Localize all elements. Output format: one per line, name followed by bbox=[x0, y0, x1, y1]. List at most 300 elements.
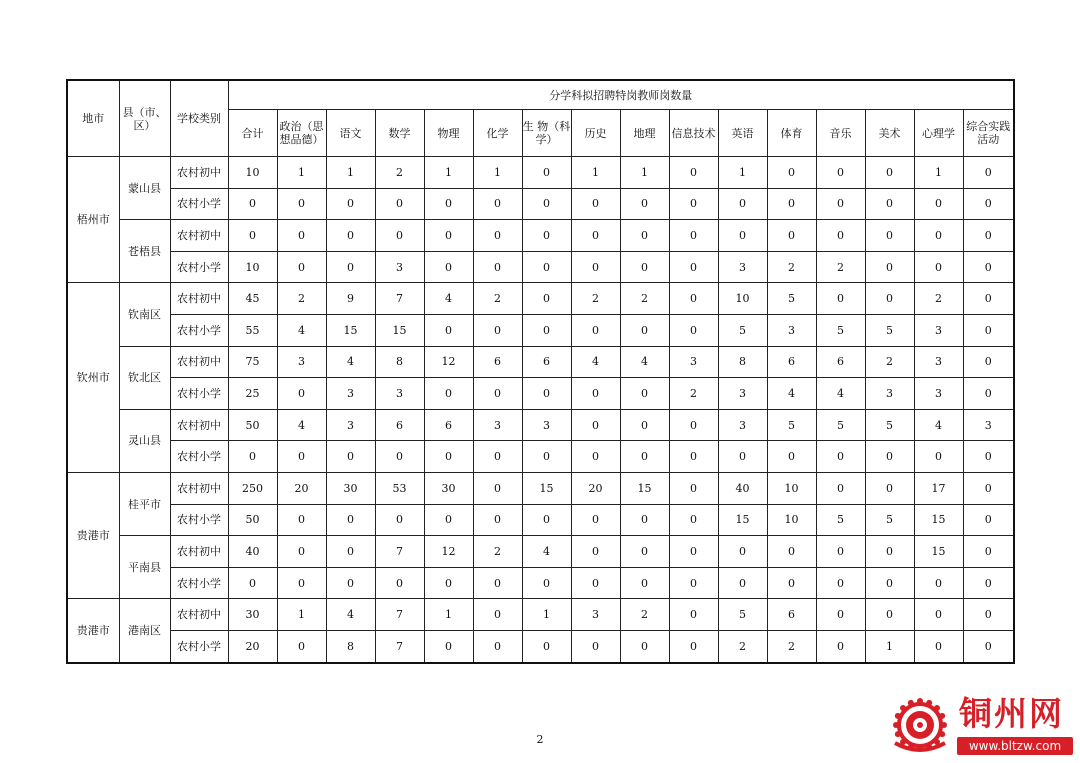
header-subject: 物理 bbox=[424, 110, 473, 157]
value-cell: 3 bbox=[914, 314, 963, 346]
value-cell: 0 bbox=[620, 504, 669, 536]
value-cell: 7 bbox=[375, 536, 424, 568]
value-cell: 0 bbox=[669, 283, 718, 315]
value-cell: 45 bbox=[228, 283, 277, 315]
county-cell: 灵山县 bbox=[119, 409, 170, 472]
table-row bbox=[67, 599, 1014, 631]
value-cell: 2 bbox=[767, 630, 816, 662]
value-cell: 3 bbox=[718, 251, 767, 283]
value-cell: 0 bbox=[277, 441, 326, 473]
value-cell: 15 bbox=[914, 504, 963, 536]
value-cell: 0 bbox=[424, 314, 473, 346]
value-cell: 0 bbox=[571, 251, 620, 283]
value-cell: 0 bbox=[767, 441, 816, 473]
value-cell: 0 bbox=[669, 472, 718, 504]
value-cell: 30 bbox=[228, 599, 277, 631]
value-cell: 0 bbox=[718, 188, 767, 220]
value-cell: 0 bbox=[816, 630, 865, 662]
value-cell: 0 bbox=[424, 567, 473, 599]
value-cell: 0 bbox=[669, 409, 718, 441]
value-cell: 17 bbox=[914, 472, 963, 504]
value-cell: 6 bbox=[767, 599, 816, 631]
value-cell: 0 bbox=[963, 504, 1014, 536]
value-cell: 12 bbox=[424, 346, 473, 378]
value-cell: 20 bbox=[571, 472, 620, 504]
value-cell: 0 bbox=[473, 567, 522, 599]
value-cell: 4 bbox=[914, 409, 963, 441]
value-cell: 0 bbox=[620, 314, 669, 346]
value-cell: 0 bbox=[424, 188, 473, 220]
value-cell: 0 bbox=[473, 472, 522, 504]
value-cell: 0 bbox=[718, 441, 767, 473]
value-cell: 0 bbox=[669, 630, 718, 662]
value-cell: 0 bbox=[424, 378, 473, 410]
value-cell: 0 bbox=[914, 599, 963, 631]
value-cell: 0 bbox=[326, 504, 375, 536]
school-type-cell: 农村小学 bbox=[170, 630, 228, 662]
region-cell: 贵港市 bbox=[67, 472, 119, 598]
header-subject: 综合实践活动 bbox=[963, 110, 1014, 157]
value-cell: 0 bbox=[424, 251, 473, 283]
value-cell: 4 bbox=[326, 346, 375, 378]
school-type-cell: 农村小学 bbox=[170, 567, 228, 599]
value-cell: 1 bbox=[914, 157, 963, 189]
header-school-type: 学校类别 bbox=[170, 80, 228, 157]
value-cell: 0 bbox=[865, 188, 914, 220]
value-cell: 0 bbox=[914, 251, 963, 283]
value-cell: 0 bbox=[865, 220, 914, 252]
table-row bbox=[67, 378, 1014, 410]
value-cell: 0 bbox=[473, 314, 522, 346]
value-cell: 1 bbox=[718, 157, 767, 189]
value-cell: 6 bbox=[473, 346, 522, 378]
table-header bbox=[67, 80, 1014, 157]
value-cell: 0 bbox=[669, 441, 718, 473]
value-cell: 0 bbox=[963, 567, 1014, 599]
value-cell: 3 bbox=[669, 346, 718, 378]
value-cell: 1 bbox=[326, 157, 375, 189]
header-region: 地市 bbox=[67, 80, 119, 157]
value-cell: 0 bbox=[326, 567, 375, 599]
value-cell: 25 bbox=[228, 378, 277, 410]
value-cell: 3 bbox=[767, 314, 816, 346]
value-cell: 4 bbox=[326, 599, 375, 631]
value-cell: 1 bbox=[620, 157, 669, 189]
value-cell: 8 bbox=[326, 630, 375, 662]
value-cell: 5 bbox=[816, 314, 865, 346]
header-subject: 英语 bbox=[718, 110, 767, 157]
header-subject: 合计 bbox=[228, 110, 277, 157]
table-body bbox=[67, 157, 1014, 663]
county-cell: 钦北区 bbox=[119, 346, 170, 409]
county-cell: 苍梧县 bbox=[119, 220, 170, 283]
value-cell: 0 bbox=[522, 441, 571, 473]
value-cell: 1 bbox=[424, 157, 473, 189]
value-cell: 7 bbox=[375, 283, 424, 315]
value-cell: 0 bbox=[522, 567, 571, 599]
value-cell: 2 bbox=[277, 283, 326, 315]
value-cell: 0 bbox=[669, 314, 718, 346]
value-cell: 1 bbox=[865, 630, 914, 662]
value-cell: 0 bbox=[963, 157, 1014, 189]
school-type-cell: 农村小学 bbox=[170, 314, 228, 346]
value-cell: 0 bbox=[620, 220, 669, 252]
value-cell: 0 bbox=[473, 441, 522, 473]
value-cell: 20 bbox=[277, 472, 326, 504]
value-cell: 3 bbox=[718, 378, 767, 410]
value-cell: 0 bbox=[228, 567, 277, 599]
value-cell: 4 bbox=[522, 536, 571, 568]
header-subject: 政治（思想品德） bbox=[277, 110, 326, 157]
value-cell: 0 bbox=[424, 441, 473, 473]
value-cell: 0 bbox=[326, 220, 375, 252]
value-cell: 5 bbox=[816, 504, 865, 536]
value-cell: 15 bbox=[718, 504, 767, 536]
value-cell: 0 bbox=[669, 251, 718, 283]
value-cell: 0 bbox=[375, 504, 424, 536]
value-cell: 0 bbox=[571, 314, 620, 346]
value-cell: 1 bbox=[571, 157, 620, 189]
value-cell: 0 bbox=[767, 220, 816, 252]
value-cell: 0 bbox=[914, 567, 963, 599]
value-cell: 9 bbox=[326, 283, 375, 315]
value-cell: 0 bbox=[865, 441, 914, 473]
school-type-cell: 农村小学 bbox=[170, 378, 228, 410]
value-cell: 0 bbox=[522, 188, 571, 220]
value-cell: 5 bbox=[865, 504, 914, 536]
value-cell: 0 bbox=[669, 188, 718, 220]
value-cell: 1 bbox=[277, 599, 326, 631]
value-cell: 4 bbox=[277, 314, 326, 346]
table-row bbox=[67, 251, 1014, 283]
value-cell: 50 bbox=[228, 409, 277, 441]
value-cell: 0 bbox=[914, 441, 963, 473]
value-cell: 0 bbox=[424, 630, 473, 662]
value-cell: 0 bbox=[277, 251, 326, 283]
school-type-cell: 农村小学 bbox=[170, 504, 228, 536]
value-cell: 1 bbox=[424, 599, 473, 631]
value-cell: 0 bbox=[669, 599, 718, 631]
value-cell: 0 bbox=[522, 504, 571, 536]
value-cell: 2 bbox=[620, 283, 669, 315]
header-subject: 语文 bbox=[326, 110, 375, 157]
value-cell: 3 bbox=[326, 378, 375, 410]
value-cell: 0 bbox=[963, 251, 1014, 283]
value-cell: 0 bbox=[669, 567, 718, 599]
value-cell: 8 bbox=[375, 346, 424, 378]
header-subject: 体育 bbox=[767, 110, 816, 157]
table-row bbox=[67, 157, 1014, 189]
value-cell: 0 bbox=[571, 441, 620, 473]
value-cell: 0 bbox=[865, 283, 914, 315]
value-cell: 0 bbox=[865, 472, 914, 504]
header-county: 县（市、区） bbox=[119, 80, 170, 157]
value-cell: 0 bbox=[620, 188, 669, 220]
value-cell: 0 bbox=[522, 220, 571, 252]
school-type-cell: 农村小学 bbox=[170, 188, 228, 220]
value-cell: 1 bbox=[473, 157, 522, 189]
header-subject: 历史 bbox=[571, 110, 620, 157]
value-cell: 0 bbox=[963, 472, 1014, 504]
value-cell: 0 bbox=[571, 630, 620, 662]
value-cell: 0 bbox=[963, 314, 1014, 346]
value-cell: 0 bbox=[473, 220, 522, 252]
header-subject: 音乐 bbox=[816, 110, 865, 157]
value-cell: 3 bbox=[914, 378, 963, 410]
value-cell: 0 bbox=[718, 220, 767, 252]
value-cell: 6 bbox=[424, 409, 473, 441]
value-cell: 0 bbox=[277, 188, 326, 220]
value-cell: 75 bbox=[228, 346, 277, 378]
value-cell: 2 bbox=[473, 536, 522, 568]
header-subject: 美术 bbox=[865, 110, 914, 157]
value-cell: 0 bbox=[473, 599, 522, 631]
value-cell: 0 bbox=[816, 472, 865, 504]
value-cell: 3 bbox=[914, 346, 963, 378]
county-cell: 蒙山县 bbox=[119, 157, 170, 220]
value-cell: 0 bbox=[620, 251, 669, 283]
table-row bbox=[67, 630, 1014, 662]
value-cell: 0 bbox=[277, 378, 326, 410]
county-cell: 平南县 bbox=[119, 536, 170, 599]
value-cell: 0 bbox=[277, 220, 326, 252]
value-cell: 10 bbox=[228, 251, 277, 283]
value-cell: 20 bbox=[228, 630, 277, 662]
value-cell: 0 bbox=[522, 630, 571, 662]
value-cell: 0 bbox=[865, 567, 914, 599]
value-cell: 0 bbox=[277, 567, 326, 599]
value-cell: 3 bbox=[375, 251, 424, 283]
site-watermark bbox=[889, 693, 1079, 759]
value-cell: 2 bbox=[669, 378, 718, 410]
school-type-cell: 农村初中 bbox=[170, 409, 228, 441]
value-cell: 0 bbox=[522, 251, 571, 283]
value-cell: 250 bbox=[228, 472, 277, 504]
value-cell: 0 bbox=[914, 220, 963, 252]
value-cell: 0 bbox=[375, 441, 424, 473]
value-cell: 3 bbox=[718, 409, 767, 441]
gear-emblem-icon bbox=[889, 697, 951, 755]
table-row bbox=[67, 441, 1014, 473]
header-subject: 心理学 bbox=[914, 110, 963, 157]
value-cell: 0 bbox=[228, 441, 277, 473]
value-cell: 15 bbox=[522, 472, 571, 504]
value-cell: 0 bbox=[277, 536, 326, 568]
value-cell: 0 bbox=[522, 378, 571, 410]
table-row bbox=[67, 314, 1014, 346]
value-cell: 0 bbox=[424, 220, 473, 252]
value-cell: 4 bbox=[620, 346, 669, 378]
value-cell: 0 bbox=[963, 630, 1014, 662]
value-cell: 0 bbox=[865, 599, 914, 631]
value-cell: 6 bbox=[375, 409, 424, 441]
value-cell: 0 bbox=[571, 504, 620, 536]
value-cell: 0 bbox=[669, 536, 718, 568]
header-group-title: 分学科拟招聘特岗教师岗数量 bbox=[228, 80, 1014, 110]
value-cell: 50 bbox=[228, 504, 277, 536]
value-cell: 0 bbox=[865, 157, 914, 189]
value-cell: 0 bbox=[522, 314, 571, 346]
value-cell: 12 bbox=[424, 536, 473, 568]
value-cell: 0 bbox=[473, 251, 522, 283]
value-cell: 0 bbox=[620, 378, 669, 410]
value-cell: 2 bbox=[718, 630, 767, 662]
value-cell: 0 bbox=[865, 251, 914, 283]
value-cell: 7 bbox=[375, 630, 424, 662]
value-cell: 0 bbox=[277, 630, 326, 662]
value-cell: 0 bbox=[620, 567, 669, 599]
value-cell: 3 bbox=[375, 378, 424, 410]
value-cell: 8 bbox=[718, 346, 767, 378]
value-cell: 2 bbox=[620, 599, 669, 631]
value-cell: 0 bbox=[620, 409, 669, 441]
value-cell: 10 bbox=[718, 283, 767, 315]
value-cell: 0 bbox=[767, 567, 816, 599]
value-cell: 0 bbox=[669, 157, 718, 189]
school-type-cell: 农村初中 bbox=[170, 472, 228, 504]
value-cell: 0 bbox=[473, 188, 522, 220]
county-cell: 钦南区 bbox=[119, 283, 170, 346]
region-cell: 钦州市 bbox=[67, 283, 119, 473]
value-cell: 0 bbox=[963, 378, 1014, 410]
school-type-cell: 农村初中 bbox=[170, 536, 228, 568]
value-cell: 15 bbox=[326, 314, 375, 346]
school-type-cell: 农村初中 bbox=[170, 346, 228, 378]
school-type-cell: 农村初中 bbox=[170, 599, 228, 631]
value-cell: 0 bbox=[522, 157, 571, 189]
region-cell: 梧州市 bbox=[67, 157, 119, 283]
value-cell: 2 bbox=[816, 251, 865, 283]
value-cell: 0 bbox=[326, 188, 375, 220]
value-cell: 40 bbox=[228, 536, 277, 568]
value-cell: 0 bbox=[571, 188, 620, 220]
value-cell: 0 bbox=[767, 536, 816, 568]
value-cell: 0 bbox=[424, 504, 473, 536]
value-cell: 3 bbox=[963, 409, 1014, 441]
table-row bbox=[67, 220, 1014, 252]
header-subject: 生 物（科学） bbox=[522, 110, 571, 157]
table-row bbox=[67, 536, 1014, 568]
table-row bbox=[67, 188, 1014, 220]
value-cell: 0 bbox=[473, 630, 522, 662]
value-cell: 0 bbox=[228, 220, 277, 252]
value-cell: 0 bbox=[326, 536, 375, 568]
value-cell: 0 bbox=[816, 536, 865, 568]
value-cell: 0 bbox=[865, 536, 914, 568]
value-cell: 5 bbox=[718, 599, 767, 631]
value-cell: 0 bbox=[963, 536, 1014, 568]
value-cell: 0 bbox=[473, 504, 522, 536]
value-cell: 0 bbox=[571, 567, 620, 599]
value-cell: 5 bbox=[718, 314, 767, 346]
value-cell: 0 bbox=[718, 567, 767, 599]
value-cell: 0 bbox=[669, 504, 718, 536]
school-type-cell: 农村初中 bbox=[170, 220, 228, 252]
value-cell: 53 bbox=[375, 472, 424, 504]
value-cell: 0 bbox=[767, 188, 816, 220]
value-cell: 6 bbox=[767, 346, 816, 378]
value-cell: 4 bbox=[424, 283, 473, 315]
value-cell: 2 bbox=[767, 251, 816, 283]
value-cell: 4 bbox=[277, 409, 326, 441]
table-row bbox=[67, 409, 1014, 441]
value-cell: 0 bbox=[914, 188, 963, 220]
county-cell: 港南区 bbox=[119, 599, 170, 663]
value-cell: 1 bbox=[522, 599, 571, 631]
county-cell: 桂平市 bbox=[119, 472, 170, 535]
value-cell: 0 bbox=[375, 220, 424, 252]
header-subject: 地理 bbox=[620, 110, 669, 157]
value-cell: 55 bbox=[228, 314, 277, 346]
value-cell: 5 bbox=[865, 409, 914, 441]
value-cell: 0 bbox=[914, 630, 963, 662]
page-number: 2 bbox=[536, 733, 544, 746]
value-cell: 15 bbox=[375, 314, 424, 346]
watermark-site-url: www.bltzw.com bbox=[957, 737, 1073, 755]
value-cell: 0 bbox=[620, 630, 669, 662]
header-subject: 信息技术 bbox=[669, 110, 718, 157]
value-cell: 0 bbox=[620, 441, 669, 473]
school-type-cell: 农村初中 bbox=[170, 157, 228, 189]
value-cell: 0 bbox=[326, 251, 375, 283]
value-cell: 0 bbox=[767, 157, 816, 189]
value-cell: 3 bbox=[326, 409, 375, 441]
value-cell: 4 bbox=[816, 378, 865, 410]
value-cell: 3 bbox=[865, 378, 914, 410]
value-cell: 3 bbox=[473, 409, 522, 441]
value-cell: 0 bbox=[620, 536, 669, 568]
value-cell: 0 bbox=[522, 283, 571, 315]
value-cell: 2 bbox=[865, 346, 914, 378]
value-cell: 0 bbox=[963, 188, 1014, 220]
recruitment-table bbox=[66, 79, 1015, 664]
value-cell: 0 bbox=[816, 157, 865, 189]
value-cell: 10 bbox=[767, 472, 816, 504]
value-cell: 2 bbox=[473, 283, 522, 315]
value-cell: 5 bbox=[816, 409, 865, 441]
school-type-cell: 农村小学 bbox=[170, 251, 228, 283]
value-cell: 0 bbox=[963, 346, 1014, 378]
value-cell: 0 bbox=[963, 220, 1014, 252]
value-cell: 2 bbox=[914, 283, 963, 315]
value-cell: 1 bbox=[277, 157, 326, 189]
value-cell: 0 bbox=[571, 378, 620, 410]
value-cell: 0 bbox=[816, 567, 865, 599]
header-subject: 数学 bbox=[375, 110, 424, 157]
table-row bbox=[67, 567, 1014, 599]
value-cell: 0 bbox=[963, 283, 1014, 315]
table-row bbox=[67, 346, 1014, 378]
value-cell: 10 bbox=[767, 504, 816, 536]
value-cell: 0 bbox=[816, 188, 865, 220]
value-cell: 0 bbox=[963, 599, 1014, 631]
value-cell: 5 bbox=[767, 409, 816, 441]
value-cell: 4 bbox=[767, 378, 816, 410]
value-cell: 0 bbox=[816, 599, 865, 631]
value-cell: 30 bbox=[424, 472, 473, 504]
value-cell: 0 bbox=[375, 188, 424, 220]
value-cell: 0 bbox=[228, 188, 277, 220]
region-cell: 贵港市 bbox=[67, 599, 119, 663]
value-cell: 15 bbox=[620, 472, 669, 504]
value-cell: 3 bbox=[571, 599, 620, 631]
value-cell: 5 bbox=[767, 283, 816, 315]
table-row bbox=[67, 504, 1014, 536]
value-cell: 0 bbox=[571, 220, 620, 252]
header-subject: 化学 bbox=[473, 110, 522, 157]
value-cell: 3 bbox=[277, 346, 326, 378]
value-cell: 6 bbox=[522, 346, 571, 378]
